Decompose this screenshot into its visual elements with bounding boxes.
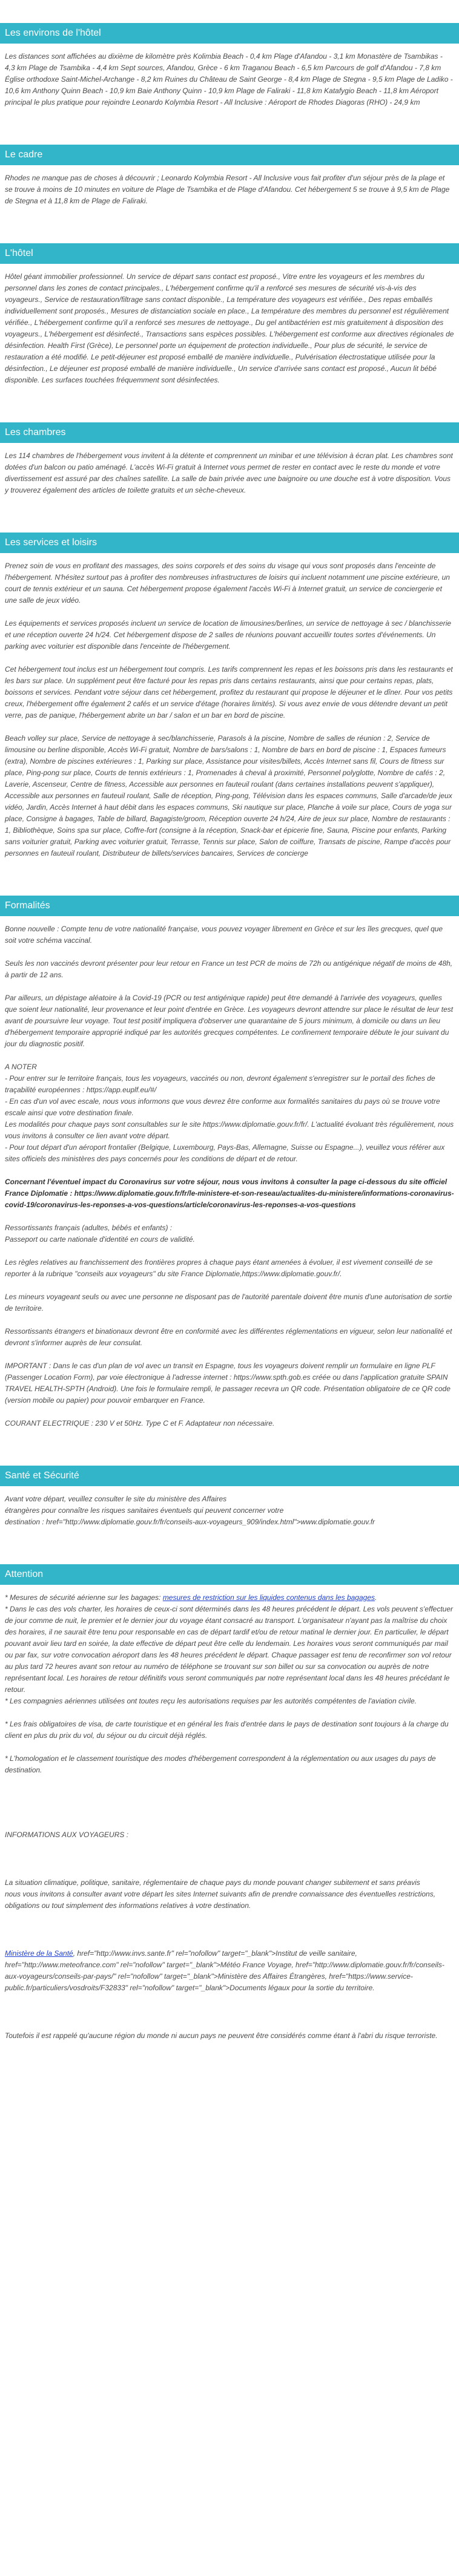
- environs-text: Les distances sont affichées au dixième de kilomètre près Kolimbia Beach - 0,4 km Plage d'Afandou - 3,1 km Monastère de Tsambikas - 4,3 km Plage de Tsambika - 4,4 km Sept sources, Afandou, Grèce - 6 km Traganou Beach - 6,5 km Parcours de golf d'Afandou - 7,8 km Église orthodoxe Saint-Michel-Archange - 8,2 km Ruines du Château de Saint George - 8,4 km Plage de Stegna - 9,5 km Plage de Ladiko - 10,6 km Anthony Quinn Beach - 10,9 km Baie Anthony Quinn - 10,9 km Plage de Faliraki - 11,8 km Katafygio Beach - 11,8 km Aéroport principal le plus pratique pour rejoindre Leonardo Kolymbia Resort - All Inclusive : Aéroport de Rhodes Diagoras (RHO) - 24,9 km: [5, 52, 453, 107]
- attention-bullet-bagages: [5, 1592, 454, 1604]
- section-hotel: [0, 243, 459, 386]
- section-header-sante: [0, 1466, 459, 1486]
- formalites-mineurs: Les mineurs voyageant seuls ou avec une personne ne disposant pas de l'autorité parentale doivent être munis d'une autorisation de sortie de territoire.: [5, 1293, 452, 1313]
- formalites-a-noter: A NOTER - Pour entrer sur le territoire français, tous les voyageurs, vaccinés ou non, devront également s'enregistrer sur le portail des fiches de traçabilité européennes : https://app.euplf.eu/#/ - En cas d'un vol avec escale, nous vous informons que vous devrez être conforme aux formalités sanitaires du pays où se trouve votre escale ainsi que votre destination finale. Les modalités pour chaque pays sont consultables sur le site https://www.diplomatie.gouv.fr/fr/. L'actualité évoluant très régulièrement, nous vous invitons à consulter ce lien avant votre départ. - Pour tout départ d'un aéroport frontalier (Belgique, Luxembourg, Pays-Bas, Allemagne, Suisse ou Espagne...), veuillez vous référer aux sites officiels des ministères des pays concernés pour les conditions de départ et de retour.: [5, 1063, 454, 1163]
- section-cadre: [0, 145, 459, 207]
- bagages-suffix: .: [375, 1593, 377, 1602]
- services-amenities-list: Beach volley sur place, Service de nettoyage à sec/blanchisserie, Parasols à la piscine, Nombre de salles de réunion : 2, Service de limousine ou berline disponible, Accès Wi-Fi gratuit, Nombre de bars/salons : 1, Nombre de bars en bord de piscine : 1, Espaces fumeurs (extra), Nombre de piscines extérieures : 1, Parking sur place, Assistance pour visites/billets, Accès Internet sans fil, Cours de fitness sur place, Ping-pong sur place, Courts de tennis extérieurs : 1, Promenades à cheval à proximité, Personnel polyglotte, Nombre de cafés : 2, Laverie, Ascenseur, Centre de fitness, Accessible aux personnes en fauteuil roulant (dans certaines installations peuvent s'appliquer), Accessible aux personnes en fauteuil roulant, Salle de réception, Ping-pong, Télévision dans les espaces communs, Salle d'arcade/de jeux vidéo, Jardin, Accès Internet à haut débit dans les espaces communs, Ski nautique sur place, Planche à voile sur place, Cours de yoga sur place, Consigne à bagages, Table de billard, Bagagiste/groom, Réception ouverte 24 h/24, Aire de jeux sur place, Nombre de restaurants : 1, Bibliothèque, Soins spa sur place, Coffre-fort (consigne à la réception, Snack-bar et épicerie fine, Sauna, Piscine pour enfants, Parking sans voiturier gratuit, Parking avec voiturier gratuit, Terrasse, Tennis sur place, Salon de coiffure, Transats de piscine, Rampe d'accès pour personnes en fauteuil roulant, Distributeur de billets/services bancaires, Services de concierge: [5, 734, 452, 857]
- section-title-services: Les services et loisirs: [5, 537, 97, 548]
- attention-bullet-charter: * Dans le cas des vols charter, les horaires de ceux-ci sont déterminés dans les 48 heures précédent le départ. Les vols peuvent s'effectuer de jour comme de nuit, le premier et le dernier jour du voyage étant consacré au transport. L'organisateur n'ayant pas la maîtrise du choix des horaires, il ne saurait être tenu pour responsable en cas de départ tardif et/ou de retour matinal le dernier jour. En particulier, le départ pouvant avoir lieu tard en soirée, la date effective de départ peut être celle du lendemain. Les horaires vous seront communiqués par mail ou par fax, sur votre convocation aéroport dans les 48 heures précédent le départ. Chaque passager est tenu de reconfirmer son vol retour au plus tard 72 heures avant son retour au numéro de téléphone se trouvant sur son billet ou sur sa convocation ou auprès de notre représentant local. Les horaires de retour définitifs vous seront communiqués par notre représentant local dans les 48 heures précédant le retour.: [5, 1605, 454, 1694]
- section-header-cadre: [0, 145, 459, 165]
- formalites-bonne-nouvelle: Bonne nouvelle : Compte tenu de votre nationalité française, vous pouvez voyager librement en Grèce et sur les îles grecques, quel que soit votre schéma vaccinal.: [5, 925, 443, 945]
- bagages-prefix: * Mesures de sécurité aérienne sur les bagages:: [5, 1593, 163, 1602]
- services-paragraph-spa: Prenez soin de vous en profitant des massages, des soins corporels et des soins du visage qui vous sont proposés dans l'enceinte de l'hébergement. N'hésitez surtout pas à profiter des nombreuses infrastructures de loisirs qui incluent notamment une piscine extérieure, un court de tennis extérieur et un sauna. Cet hébergement propose également l'accès Wi-Fi à Internet gratuit, un service de conciergerie et une salle de jeux vidéo.: [5, 562, 450, 605]
- services-paragraph-tout-inclus: Cet hébergement tout inclus est un hébergement tout compris. Les tarifs comprennent les repas et les boissons pris dans les restaurants et les bars sur place. Un supplément peut être facturé pour les repas pris dans certains restaurants, ainsi que pour certains repas, plats, boissons et services. Pendant votre séjour dans cet hébergement, profitez du restaurant qui propose le déjeuner et le dîner. Pour vos petits creux, l'hébergement offre également 2 cafés et un service d'étage (horaires limités). Si vous avez envie de vous détendre devant un petit verre, pas de panique, l'hébergement abrite un bar / salon et un bar en bord de piscine.: [5, 665, 453, 719]
- ministere-sante-link[interactable]: Ministère de la Santé: [5, 1949, 73, 1958]
- formalites-ressortissants-francais: Ressortissants français (adultes, bébés et enfants) : Passeport ou carte nationale d'identité en cours de validité.: [5, 1224, 195, 1244]
- section-attention: [0, 1564, 459, 2042]
- attention-bullet-homologation: * L'homologation et le classement touristique des modes d'hébergement correspondent à la réglementation ou aux usages du pays de destination.: [5, 1754, 436, 1774]
- section-header-services: [0, 533, 459, 553]
- section-header-formalites: [0, 896, 459, 916]
- section-chambres: [0, 422, 459, 496]
- section-header-environs: [0, 23, 459, 44]
- section-services: [0, 533, 459, 859]
- section-sante: [0, 1466, 459, 1528]
- chambres-text: Les 114 chambres de l'hébergement vous invitent à la détente et comprennent un minibar et une télévision à écran plat. Les chambres sont dotées d'un balcon ou patio aménagé. L'accès Wi-Fi gratuit à Internet vous permet de rester en contact avec le reste du monde et votre divertissement est assuré par des chaînes satellite. La salle de bain privée avec une baignoire ou une douche est à votre disposition. Vous y trouverez également des articles de toilette gratuits et un sèche-cheveux.: [5, 451, 453, 494]
- formalites-non-vaccines: Seuls les non vaccinés devront présenter pour leur retour en France un test PCR de moins de 72h ou antigénique négatif de moins de 48h, à partir de 12 ans.: [5, 959, 453, 979]
- section-title-hotel: L'hôtel: [5, 248, 33, 258]
- formalites-courant-electrique: COURANT ELECTRIQUE : 230 V et 50Hz. Type C et F. Adaptateur non nécessaire.: [5, 1419, 275, 1427]
- formalites-important-espagne: IMPORTANT : Dans le cas d'un plan de vol avec un transit en Espagne, tous les voyageurs doivent remplir un formulaire en ligne PLF (Passenger Location Form), par voie électronique à l'adresse internet : https://www.spth.gob.es créée ou dans l'application gratuite SPAIN TRAVEL HEALTH-SPTH (Android). Une fois le formulaire rempli, le passager recevra un QR code. Présentation obligatoire de ce QR code (version mobile ou papier) pour pouvoir embarquer en France.: [5, 1362, 451, 1404]
- sites-list-text: , href="http://www.invs.sante.fr" rel="nofollow" target="_blank">Institut de veille sanitaire, href="http://www.meteofrance.com" rel="nofollow" target="_blank">Météo France Voyage, href="http://www.diplomatie.gouv.fr/fr/conseils-aux-voyageurs/conseils-par-pays/" rel="nofollow" target="_blank">Ministère des Affaires Étrangères, href="https://www.service-public.fr/particuliers/vosdroits/F32833" rel="nofollow" target="_blank">Documents légaux pour la sortie du territoire.: [5, 1949, 444, 1992]
- section-header-attention: [0, 1564, 459, 1585]
- section-title-environs: Les environs de l'hôtel: [5, 28, 101, 38]
- section-formalites: [0, 896, 459, 1429]
- services-paragraph-equipements: Les équipements et services proposés incluent un service de location de limousines/berlines, un service de nettoyage à sec / blanchisserie et une réception ouverte 24 h/24. Cet hébergement dispose de 2 salles de réunions pouvant accueillir toutes sortes d'événements. Un parking avec voiturier est disponible dans l'enceinte de l'hébergement.: [5, 619, 452, 651]
- cadre-text: Rhodes ne manque pas de choses à découvrir ; Leonardo Kolymbia Resort - All Inclusive vous fait profiter d'un séjour près de la plage et se trouve à moins de 10 minutes en voiture de Plage de Tsambika et de Plage d'Afandou. Cet hébergement 5 se trouve à 9,5 km de Plage de Stegna et à 11,8 km de Plage de Faliraki.: [5, 174, 450, 205]
- section-title-cadre: Le cadre: [5, 149, 43, 160]
- section-environs: [0, 23, 459, 108]
- hotel-text: Hôtel géant immobilier professionnel. Un service de départ sans contact est proposé., Vitre entre les voyageurs et les membres du personnel dans les zones de contact principales., L'hébergement confirme qu'il a renforcé ses mesures de sécurité vis-à-vis des voyageurs., Service de restauration/filtrage sans contact disponible., La température des voyageurs est vérifiée., Des repas emballés individuellement sont proposés., Mesures de distanciation sociale en place., La température des membres du personnel est régulièrement vérifiée., L'hébergement confirme qu'il a renforcé ses mesures de nettoyage., Du gel antibactérien est mis gratuitement à disposition des voyageurs., L'hébergement est désinfecté., Transactions sans espèces possibles. L'hébergement est conforme aux directives régionales de désinfection. Health First (Grèce), Le personnel porte un équipement de protection individuelle., Pour plus de sécurité, le service de restauration a été modifié. Le petit-déjeuner est proposé emballé de manière individuelle., Pulvérisation électrostatique utilisée pour la désinfection., Le déjeuner est proposé emballé de manière individuelle., Un service d'arrivée sans contact est proposé., Aucun lit bébé disponible. Les surfaces touchées fréquemment sont désinfectées.: [5, 272, 454, 384]
- attention-bullet-frais: * Les frais obligatoires de visa, de carte touristique et en général les frais d'entrée dans le pays de destination sont toujours à la charge du client en plus du prix du vol, du séjour ou du circuit déjà réglés.: [5, 1720, 449, 1740]
- attention-situation: La situation climatique, politique, sanitaire, réglementaire de chaque pays du monde pouvant changer subitement et sans préavis nous vous invitons à consulter avant votre départ les sites Internet suivants afin de prendre connaissance des éventuelles restrictions, obligations ou tout simplement des informations relatives à votre destination.: [5, 1878, 436, 1910]
- section-title-attention: Attention: [5, 1569, 44, 1579]
- attention-toutefois: Toutefois il est rappelé qu'aucune région du monde ni aucun pays ne peuvent être considérés comme étant à l'abri du risque terroriste.: [5, 2031, 438, 2040]
- section-header-hotel: [0, 243, 459, 264]
- sante-text: Avant votre départ, veuillez consulter le site du ministère des Affaires étrangères pour connaître les risques sanitaires éventuels qui peuvent concerner votre destination : href="http://www.diplomatie.gouv.fr/fr/conseils-aux-voyageurs_909/index.html">www.diplomatie.gouv.fr: [5, 1495, 375, 1526]
- section-title-chambres: Les chambres: [5, 427, 66, 438]
- formalites-regles-frontieres: Les règles relatives au franchissement des frontières propres à chaque pays étant amenées à évoluer, il est vivement conseillé de se reporter à la rubrique "conseils aux voyageurs" du site France Diplomatie,https://www.diplomatie.gouv.fr/.: [5, 1258, 433, 1278]
- attention-info-heading: INFORMATIONS AUX VOYAGEURS :: [5, 1830, 129, 1839]
- attention-bullet-compagnies: * Les compagnies aériennes utilisées ont toutes reçu les autorisations requises par les autorités compétentes de l'aviation civile.: [5, 1697, 417, 1705]
- liquids-restriction-link[interactable]: mesures de restriction sur les liquides contenus dans les bagages: [162, 1593, 375, 1602]
- section-header-chambres: [0, 422, 459, 443]
- formalites-etrangers: Ressortissants étrangers et binationaux devront être en conformité avec les différentes réglementations en vigueur, selon leur nationalité et devront s'informer auprès de leur consulat.: [5, 1327, 452, 1347]
- section-title-sante: Santé et Sécurité: [5, 1470, 79, 1481]
- formalites-coronavirus-notice: Concernant l'éventuel impact du Coronavirus sur votre séjour, nous vous invitons à consulter la page ci-dessous du site officiel France Diplomatie : https://www.diplomatie.gouv.fr/fr/le-ministere-et-son-reseau/actualites-du-ministere/informations-coronavirus-covid-19/coronavirus-les-reponses-a-vos-questions/article/coronavirus-les-reponses-a-vos-questions: [5, 1178, 454, 1209]
- attention-sites: [5, 1948, 454, 1994]
- formalites-depistage: Par ailleurs, un dépistage aléatoire à la Covid-19 (PCR ou test antigénique rapide) peut être demandé à l'arrivée des voyageurs, quelles que soient leur nationalité, leur provenance et leur point d'entrée en Grèce. Les voyageurs devront attendre sur place le résultat de leur test avant de poursuivre leur voyage. Tout test positif impliquera d'observer une quarantaine de 5 jours minimum, à domicile ou dans un lieu d'hébergement temporaire approprié indiqué par les autorités grecques compétentes. Le confinement temporaire débute le jour suivant du jour du diagnostic positif.: [5, 994, 454, 1048]
- section-title-formalites: Formalités: [5, 900, 50, 911]
